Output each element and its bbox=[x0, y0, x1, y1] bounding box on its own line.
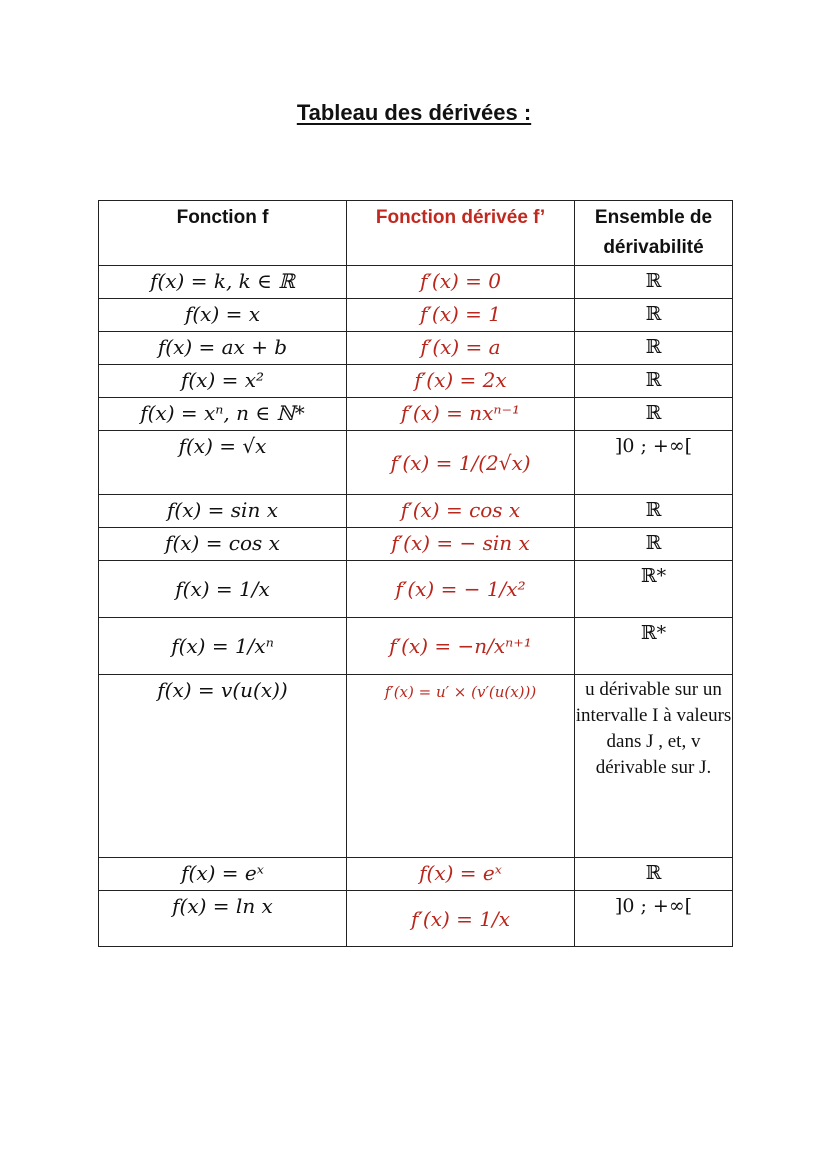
derivative-cell: f′(x) = 1/x bbox=[347, 891, 575, 947]
function-cell: f(x) = ln x bbox=[99, 891, 347, 947]
domain-cell: ℝ bbox=[575, 528, 733, 561]
domain-cell: ℝ bbox=[575, 299, 733, 332]
table-row bbox=[99, 675, 733, 858]
function-cell: f(x) = sin x bbox=[99, 495, 347, 528]
derivative-cell: f′(x) = 0 bbox=[347, 266, 575, 299]
domain-cell: ℝ* bbox=[575, 618, 733, 675]
table-row bbox=[99, 332, 733, 365]
function-cell: f(x) = xⁿ, n ∈ ℕ* bbox=[99, 398, 347, 431]
derivative-cell: f′(x) = nxⁿ⁻¹ bbox=[347, 398, 575, 431]
derivative-cell: f′(x) = 2x bbox=[347, 365, 575, 398]
function-cell: f(x) = 1/xⁿ bbox=[99, 618, 347, 675]
derivative-cell bbox=[347, 431, 575, 495]
table-row bbox=[99, 365, 733, 398]
function-cell: f(x) = √x bbox=[99, 431, 347, 495]
page-title bbox=[0, 100, 828, 126]
function-cell: f(x) = eˣ bbox=[99, 858, 347, 891]
table-row bbox=[99, 561, 733, 618]
table-row bbox=[99, 891, 733, 947]
domain-cell: ℝ bbox=[575, 495, 733, 528]
domain-cell: ℝ bbox=[575, 398, 733, 431]
header-derivative: Fonction dérivée f’ bbox=[347, 201, 575, 266]
domain-cell: ]0 ; +∞[ bbox=[575, 891, 733, 947]
derivative-cell: f′(x) = a bbox=[347, 332, 575, 365]
table-row bbox=[99, 495, 733, 528]
function-cell: f(x) = cos x bbox=[99, 528, 347, 561]
derivative-cell: f′(x) = − 1/x² bbox=[347, 561, 575, 618]
table-row bbox=[99, 398, 733, 431]
derivative-cell: f′(x) = − sin x bbox=[347, 528, 575, 561]
table-row bbox=[99, 528, 733, 561]
header-function: Fonction f bbox=[99, 201, 347, 266]
derivative-cell: f′(x) = u′ × (v′(u(x))) bbox=[347, 675, 575, 858]
domain-cell: ℝ* bbox=[575, 561, 733, 618]
domain-cell: ]0 ; +∞[ bbox=[575, 431, 733, 495]
function-cell: f(x) = v(u(x)) bbox=[99, 675, 347, 858]
domain-cell: ℝ bbox=[575, 266, 733, 299]
table-row bbox=[99, 266, 733, 299]
function-cell: f(x) = x² bbox=[99, 365, 347, 398]
domain-cell: u dérivable sur un intervalle I à valeurs dans J , et, v dérivable sur J. bbox=[575, 675, 733, 858]
header-domain: Ensemble de dérivabilité bbox=[575, 201, 733, 266]
derivative-cell: f′(x) = 1 bbox=[347, 299, 575, 332]
function-cell: f(x) = k, k ∈ ℝ bbox=[99, 266, 347, 299]
table-row bbox=[99, 299, 733, 332]
derivatives-table bbox=[98, 200, 733, 947]
function-cell: f(x) = ax + b bbox=[99, 332, 347, 365]
derivative-cell: f′(x) = −n/xⁿ⁺¹ bbox=[347, 618, 575, 675]
table-row bbox=[99, 858, 733, 891]
function-cell: f(x) = x bbox=[99, 299, 347, 332]
table-row bbox=[99, 431, 733, 495]
title-text: Tableau des dérivées : bbox=[296, 100, 532, 125]
derivative-cell: f(x) = eˣ bbox=[347, 858, 575, 891]
derivative-formula: f′(x) = 1/(2√x) bbox=[390, 450, 531, 475]
domain-cell: ℝ bbox=[575, 365, 733, 398]
header-row bbox=[99, 201, 733, 266]
domain-cell: ℝ bbox=[575, 332, 733, 365]
derivative-cell: f′(x) = cos x bbox=[347, 495, 575, 528]
domain-cell: ℝ bbox=[575, 858, 733, 891]
table-row bbox=[99, 618, 733, 675]
function-cell: f(x) = 1/x bbox=[99, 561, 347, 618]
